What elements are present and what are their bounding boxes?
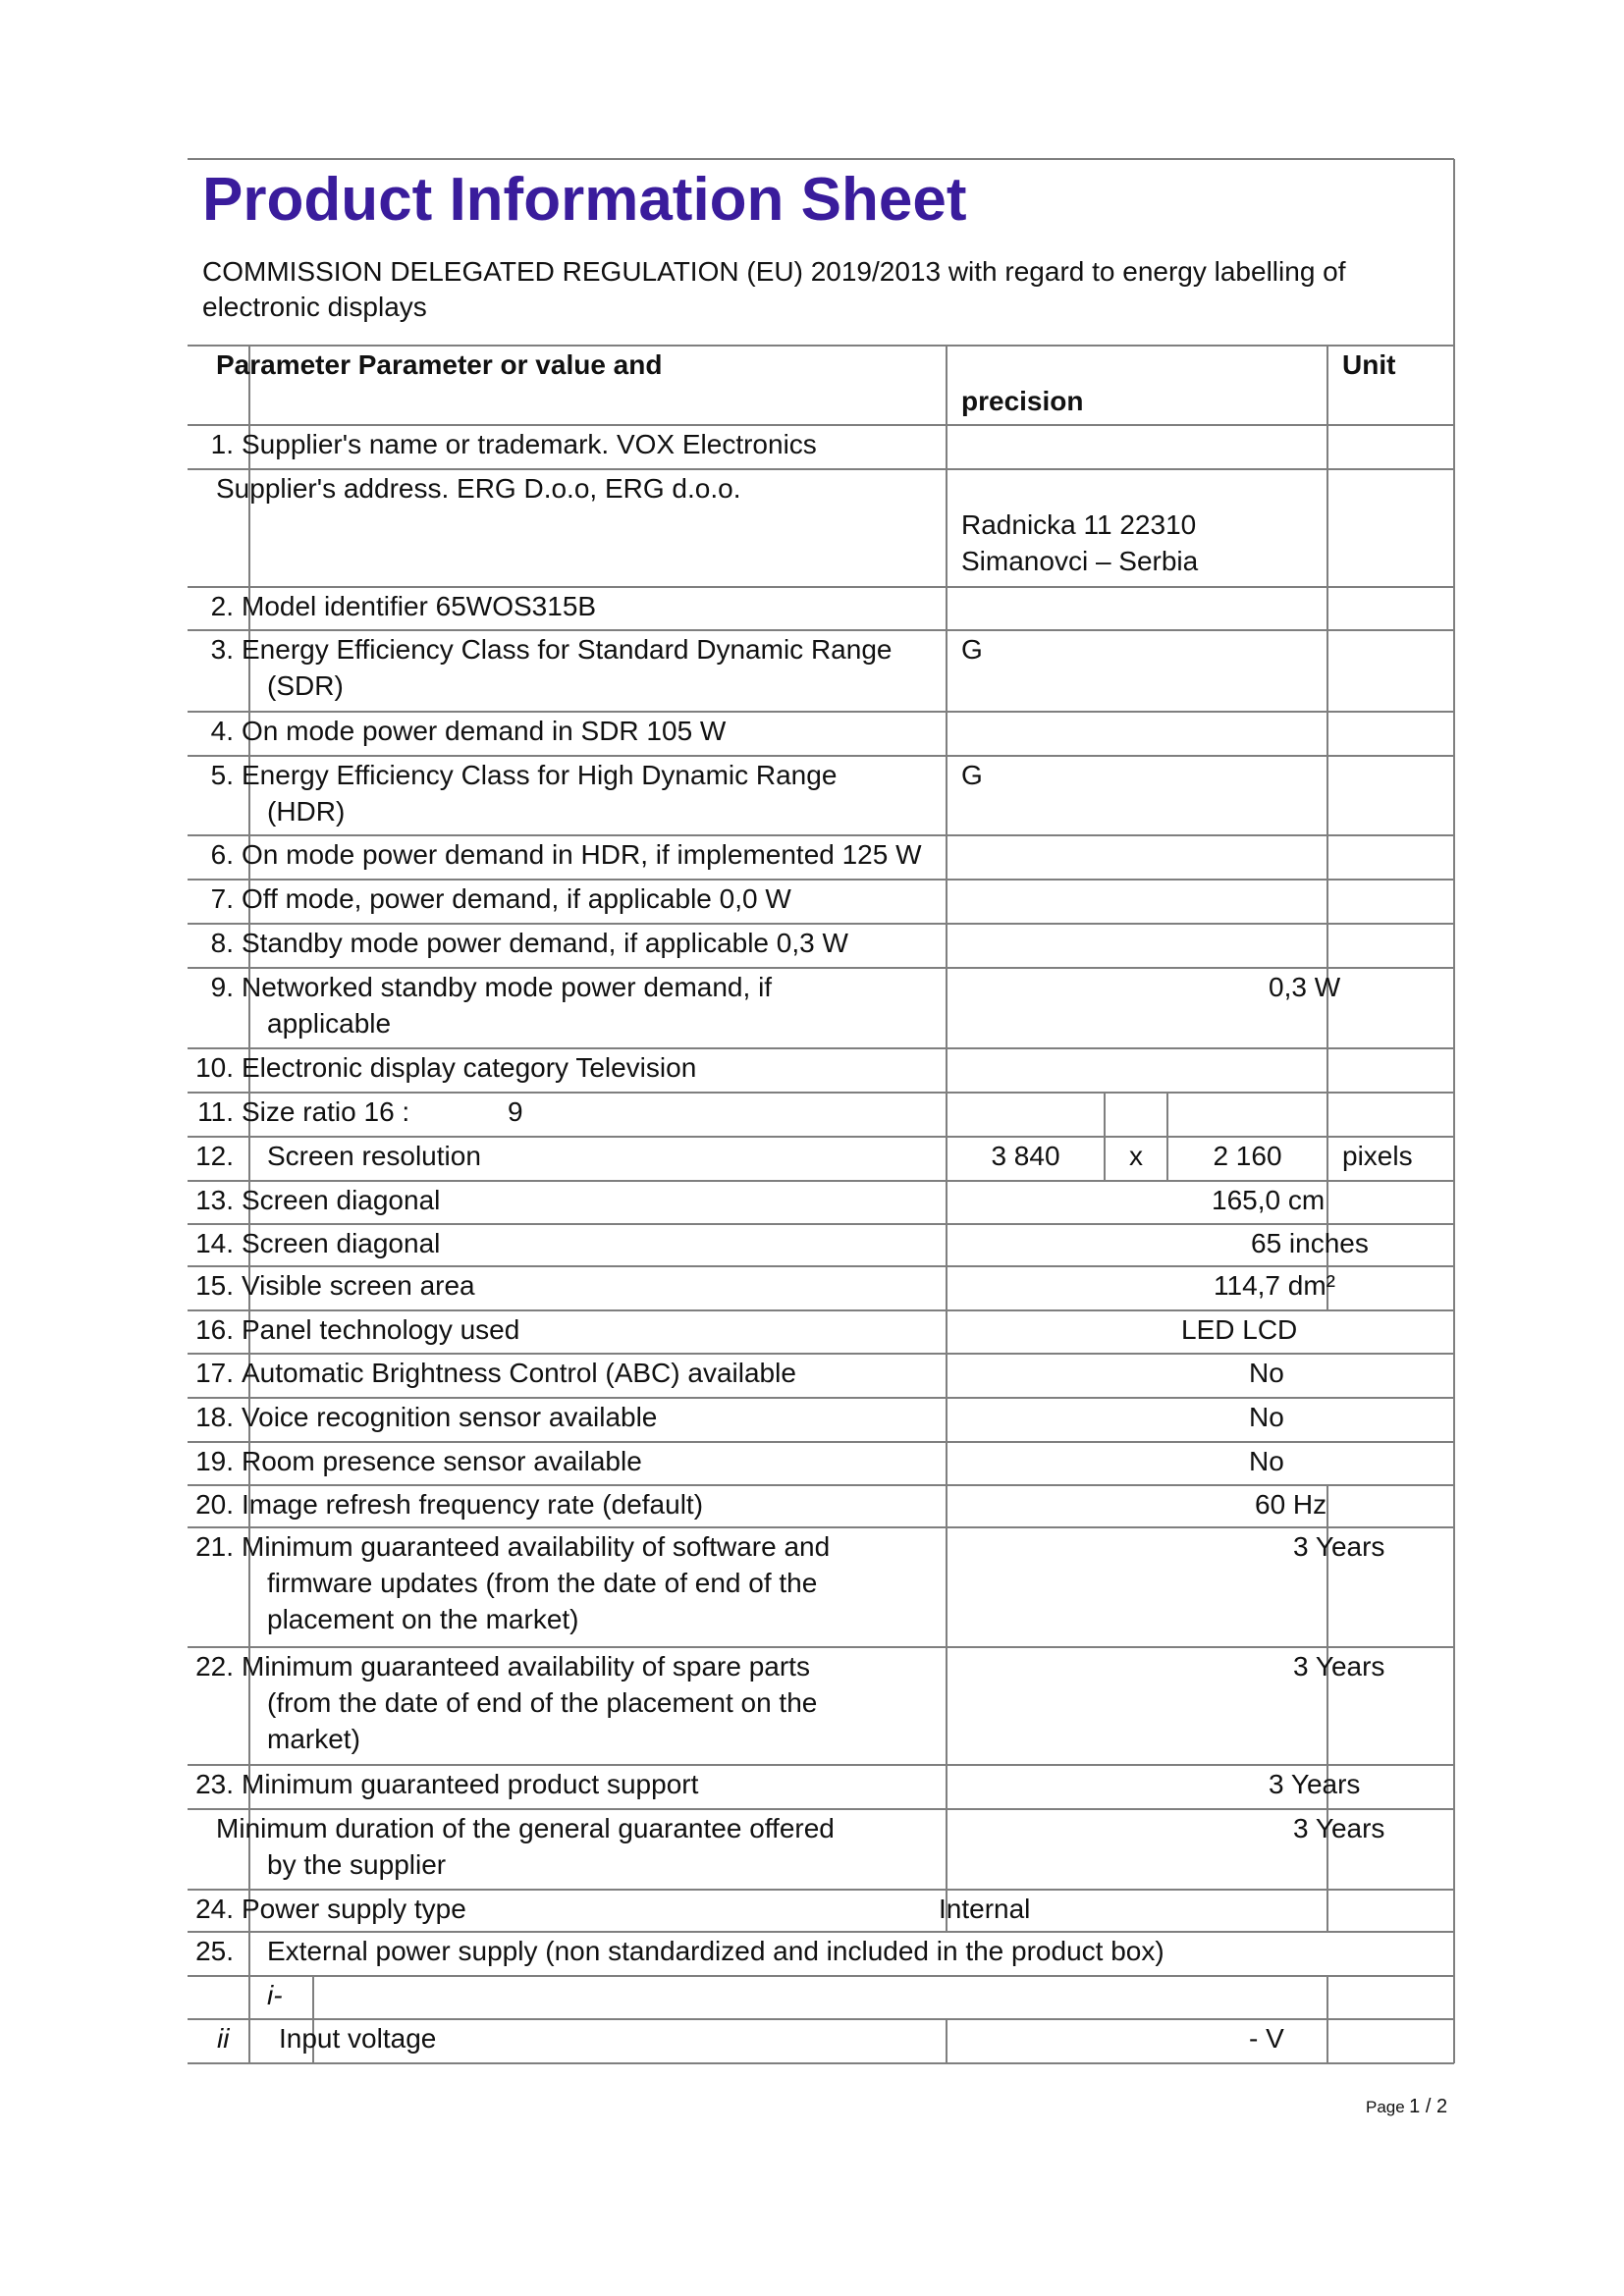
parameter-text: (from the date of end of the placement on the: [267, 1687, 818, 1718]
item-number: 17.: [195, 1358, 234, 1388]
visible-area-value: 114,7 dm²: [1214, 1270, 1335, 1301]
header-unit: Unit: [1342, 349, 1396, 380]
table-row: [0, 1354, 1624, 1388]
networked-standby-value: 0,3 W: [1269, 972, 1341, 1002]
parameter-text: (HDR): [267, 796, 346, 827]
parameter-text: Visible screen area: [242, 1270, 475, 1301]
page-label: Page: [1366, 2098, 1405, 2116]
table-row: [0, 880, 1624, 914]
table-row: [0, 1310, 1624, 1345]
item-number: 20.: [195, 1489, 234, 1520]
table-row: [0, 1442, 1624, 1476]
spare-parts-value: 3 Years: [1293, 1651, 1385, 1682]
parameter-text: Screen diagonal: [242, 1185, 441, 1215]
table-row: [0, 1224, 1624, 1258]
table-row: [0, 1765, 1624, 1799]
subtitle-line: electronic displays: [202, 292, 427, 322]
table-row: [0, 1809, 1624, 1880]
table-row: [0, 1890, 1624, 1924]
item-number: 12.: [195, 1141, 234, 1171]
item-number: 6.: [210, 839, 234, 870]
table-row: [0, 1398, 1624, 1432]
table-row: [0, 2019, 1624, 2054]
parameter-text: Minimum guaranteed availability of software and: [242, 1531, 831, 1562]
vertical-resolution: 2 160: [1213, 1141, 1282, 1171]
guarantee-duration-value: 3 Years: [1293, 1813, 1385, 1843]
model-identifier: Model identifier 65WOS315B: [242, 591, 597, 621]
table-header-row: [0, 346, 1624, 416]
item-number: 16.: [195, 1314, 234, 1345]
parameter-text: market): [267, 1724, 360, 1754]
table-row: [0, 924, 1624, 958]
table-row: [0, 1266, 1624, 1301]
parameter-text: applicable: [267, 1008, 392, 1039]
parameter-text: Minimum duration of the general guarantee offered: [216, 1813, 835, 1843]
parameter-text: On mode power demand in SDR 105 W: [242, 716, 727, 746]
item-number: 15.: [195, 1270, 234, 1301]
parameter-text: Standby mode power demand, if applicable 0,3 W: [242, 928, 848, 958]
voice-sensor-value: No: [1249, 1402, 1284, 1432]
parameter-text: Minimum guaranteed product support: [242, 1769, 699, 1799]
item-number: 8.: [210, 928, 234, 958]
parameter-text: On mode power demand in HDR, if implemented 125 W: [242, 839, 922, 870]
supplier-address-street: Radnicka 11 22310: [961, 509, 1197, 540]
table-row: [0, 1647, 1624, 1754]
parameter-text: Screen resolution: [267, 1141, 481, 1171]
supplier-address-label: Supplier's address. ERG D.o.o, ERG d.o.o.: [216, 473, 741, 504]
item-number: 4.: [210, 716, 234, 746]
parameter-text: Automatic Brightness Control (ABC) available: [242, 1358, 796, 1388]
parameter-text: Panel technology used: [242, 1314, 520, 1345]
energy-class-sdr-value: G: [961, 634, 983, 665]
supplier-address-city: Simanovci – Serbia: [961, 546, 1199, 576]
panel-technology-value: LED LCD: [1181, 1314, 1298, 1345]
power-supply-type-value: Internal: [939, 1894, 1031, 1924]
table-row: [0, 1093, 1624, 1127]
page-footer: [1366, 2094, 1447, 2121]
parameter-text: Networked standby mode power demand, if: [242, 972, 773, 1002]
table-row: [0, 1485, 1624, 1520]
software-updates-value: 3 Years: [1293, 1531, 1385, 1562]
item-number: 2.: [210, 591, 234, 621]
parameter-text: Room presence sensor available: [242, 1446, 642, 1476]
item-number: 18.: [195, 1402, 234, 1432]
table-row: [0, 1181, 1624, 1215]
item-number: 25.: [195, 1936, 234, 1966]
table-row: [0, 630, 1624, 701]
item-number: 1.: [210, 429, 234, 459]
header-precision: precision: [961, 386, 1084, 416]
screen-diagonal-inch-value: 65 inches: [1251, 1228, 1369, 1258]
item-number: 11.: [197, 1096, 234, 1127]
table-row: [0, 1137, 1624, 1171]
table-row: [0, 587, 1624, 621]
unit-label: pixels: [1342, 1141, 1413, 1171]
table-row: [0, 1527, 1624, 1634]
item-number: 14.: [195, 1228, 234, 1258]
item-number: 23.: [195, 1769, 234, 1799]
table-row: [0, 712, 1624, 746]
table-row: [0, 1932, 1624, 1966]
table-row: [0, 968, 1624, 1039]
table-row: [0, 1976, 1624, 2010]
item-number: 13.: [195, 1185, 234, 1215]
parameter-text: Screen diagonal: [242, 1228, 441, 1258]
page-number: 1 / 2: [1409, 2096, 1448, 2117]
product-support-value: 3 Years: [1269, 1769, 1361, 1799]
sub-item-number: ii: [217, 2023, 230, 2054]
parameter-text: Off mode, power demand, if applicable 0,0 W: [242, 883, 791, 914]
item-number: 9.: [210, 972, 234, 1002]
table-row: [0, 425, 1624, 459]
size-ratio-value: 9: [508, 1096, 523, 1127]
parameter-text: Voice recognition sensor available: [242, 1402, 658, 1432]
parameter-text: Electronic display category Television: [242, 1052, 697, 1083]
supplier-name: Supplier's name or trademark. VOX Electronics: [242, 429, 817, 459]
parameter-text: placement on the market): [267, 1604, 579, 1634]
parameter-text: (SDR): [267, 670, 344, 701]
regulation-subtitle: [202, 254, 1346, 325]
parameter-text: External power supply (non standardized and included in the product box): [267, 1936, 1164, 1966]
parameter-text: firmware updates (from the date of end of the: [267, 1568, 818, 1598]
energy-class-hdr-value: G: [961, 760, 983, 790]
item-number: 5.: [210, 760, 234, 790]
table-row: [0, 835, 1624, 870]
table-row: [0, 469, 1624, 576]
refresh-rate-value: 60 Hz: [1255, 1489, 1327, 1520]
parameter-text: Power supply type: [242, 1894, 466, 1924]
item-number: 3.: [210, 634, 234, 665]
parameter-text: Input voltage: [279, 2023, 437, 2054]
item-number: 7.: [210, 883, 234, 914]
screen-diagonal-cm-value: 165,0 cm: [1212, 1185, 1326, 1215]
item-number: 21.: [195, 1531, 234, 1562]
resolution-separator: x: [1129, 1141, 1143, 1171]
item-number: 22.: [195, 1651, 234, 1682]
parameter-text: Image refresh frequency rate (default): [242, 1489, 704, 1520]
sub-item-label: i-: [267, 1980, 283, 2010]
horizontal-resolution: 3 840: [991, 1141, 1060, 1171]
item-number: 24.: [195, 1894, 234, 1924]
parameter-text: Energy Efficiency Class for High Dynamic Range: [242, 760, 838, 790]
parameter-text: by the supplier: [267, 1849, 447, 1880]
abc-value: No: [1249, 1358, 1284, 1388]
page-title: Product Information Sheet: [202, 166, 967, 234]
parameter-text: Minimum guaranteed availability of spare parts: [242, 1651, 810, 1682]
item-number: 10.: [195, 1052, 234, 1083]
parameter-text: Energy Efficiency Class for Standard Dynamic Range: [242, 634, 893, 665]
item-number: 19.: [195, 1446, 234, 1476]
presence-sensor-value: No: [1249, 1446, 1284, 1476]
header-parameter: Parameter Parameter or value and: [216, 349, 663, 380]
parameter-text: Size ratio 16 :: [242, 1096, 410, 1127]
table-row: [0, 1048, 1624, 1083]
input-voltage-value: - V: [1249, 2023, 1284, 2054]
subtitle-line: COMMISSION DELEGATED REGULATION (EU) 2019/2013 with regard to energy labelling of: [202, 256, 1346, 287]
table-row: [0, 756, 1624, 827]
